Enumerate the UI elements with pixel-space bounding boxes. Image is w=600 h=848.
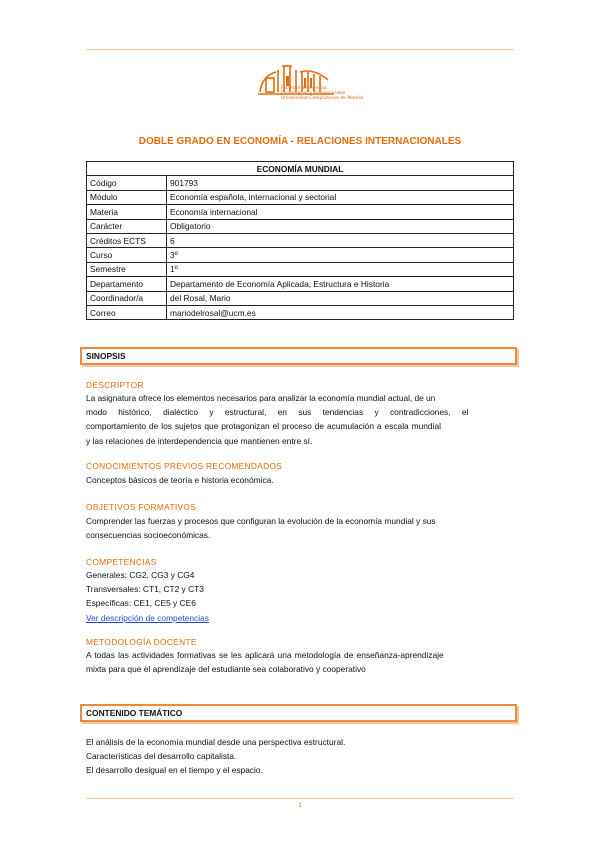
conocimientos-text: Conceptos básicos de teoría e historia económica. bbox=[86, 475, 274, 485]
contenido-text bbox=[86, 735, 514, 778]
section-contenido: CONTENIDO TEMÁTICO bbox=[80, 704, 517, 722]
objetivos-text bbox=[86, 514, 514, 542]
objetivos-line: consecuencias socioeconómicas. bbox=[86, 530, 211, 541]
descriptor-line: La asignatura ofrece los elementos necesarios para analizar la economía mundial actual, de un bbox=[86, 393, 436, 403]
logo-line-1: Facultad de Ciencias bbox=[281, 86, 328, 91]
section-sinopsis: SINOPSIS bbox=[80, 347, 517, 365]
row-key: Módulo bbox=[87, 190, 167, 204]
contenido-line: Características del desarrollo capitalista. bbox=[86, 751, 237, 762]
metodologia-heading: METODOLOGÍA DOCENTE bbox=[86, 637, 197, 647]
row-key: Departamento bbox=[87, 277, 167, 291]
competencias-heading: COMPETENCIAS bbox=[86, 557, 157, 567]
row-value: Economía internacional bbox=[167, 205, 514, 219]
course-info-table bbox=[86, 161, 514, 320]
row-value: Obligatorio bbox=[167, 219, 514, 233]
table-row bbox=[87, 233, 514, 247]
metodologia-line: A todas las actividades formativas se les aplicará una metodología de enseñanza-aprendizaje bbox=[86, 650, 444, 660]
degree-title: DOBLE GRADO EN ECONOMÍA - RELACIONES INTERNACIONALES bbox=[138, 136, 462, 147]
row-key: Materia bbox=[87, 205, 167, 219]
contenido-line: El análisis de la economía mundial desde una perspectiva estructural. bbox=[86, 737, 346, 747]
conocimientos-heading: CONOCIMIENTOS PREVIOS RECOMENDADOS bbox=[86, 461, 283, 471]
metodologia-line: mixta para que el aprendizaje del estudiante sea colaborativo y cooperativo bbox=[86, 664, 366, 675]
row-key: Correo bbox=[87, 305, 167, 319]
table-row bbox=[87, 190, 514, 204]
competencias-list bbox=[86, 568, 514, 625]
row-key: Carácter bbox=[87, 219, 167, 233]
metodologia-text bbox=[86, 648, 514, 676]
row-key: Código bbox=[87, 176, 167, 190]
table-row bbox=[87, 205, 514, 219]
row-value: Economía española, internacional y sectorial bbox=[167, 190, 514, 204]
row-key: Semestre bbox=[87, 262, 167, 276]
table-row bbox=[87, 248, 514, 262]
contenido-line: El desarrollo desigual en el tiempo y el espacio. bbox=[86, 765, 263, 776]
row-value: 1º bbox=[167, 262, 514, 276]
competencias-especificas: Específicas: CE1, CE5 y CE6 bbox=[86, 598, 196, 609]
table-row bbox=[87, 277, 514, 291]
objetivos-heading: OBJETIVOS FORMATIVOS bbox=[86, 502, 197, 512]
table-row bbox=[87, 219, 514, 233]
objetivos-line: Comprender las fuerzas y procesos que configuran la evolución de la economía mundial y sus bbox=[86, 516, 436, 526]
descriptor-text bbox=[86, 391, 514, 448]
logo-caption bbox=[281, 86, 363, 101]
table-row bbox=[87, 305, 514, 319]
descriptor-line: y las relaciones de interdependencia que mantienen entre sí. bbox=[86, 435, 313, 446]
row-key: Créditos ECTS bbox=[87, 233, 167, 247]
competencias-link[interactable]: Ver descripción de competencias bbox=[86, 612, 209, 623]
faculty-logo bbox=[254, 58, 346, 110]
footer-rule bbox=[86, 798, 514, 799]
page-number: 1 bbox=[298, 803, 302, 809]
descriptor-heading: DESCRIPTOR bbox=[86, 380, 144, 390]
descriptor-line: modo histórico, dialéctico y estructural, en sus tendencias y contradicciones, el bbox=[86, 407, 469, 418]
row-value: mariodelrosal@ucm.es bbox=[167, 305, 514, 319]
row-value: 901793 bbox=[167, 176, 514, 190]
row-key: Coordinador/a bbox=[87, 291, 167, 305]
competencias-transversales: Transversales: CT1, CT2 y CT3 bbox=[86, 584, 204, 595]
logo-line-3: Universidad Complutense de Madrid bbox=[281, 96, 363, 101]
descriptor-line: comportamiento de los sujetos que protagonizan el proceso de acumulación a escala mundial bbox=[86, 421, 441, 432]
logo-line-2: Económicas y Empresariales bbox=[281, 91, 346, 96]
row-value: 3º bbox=[167, 248, 514, 262]
row-value: Departamento de Economía Aplicada, Estructura e Historia bbox=[167, 277, 514, 291]
row-value: del Rosal, Mario bbox=[167, 291, 514, 305]
header-rule bbox=[86, 49, 514, 50]
table-row bbox=[87, 262, 514, 276]
table-row bbox=[87, 291, 514, 305]
table-row bbox=[87, 176, 514, 190]
row-key: Curso bbox=[87, 248, 167, 262]
competencias-generales: Generales: CG2, CG3 y CG4 bbox=[86, 570, 195, 580]
course-title: ECONOMÍA MUNDIAL bbox=[87, 162, 514, 176]
row-value: 6 bbox=[167, 233, 514, 247]
